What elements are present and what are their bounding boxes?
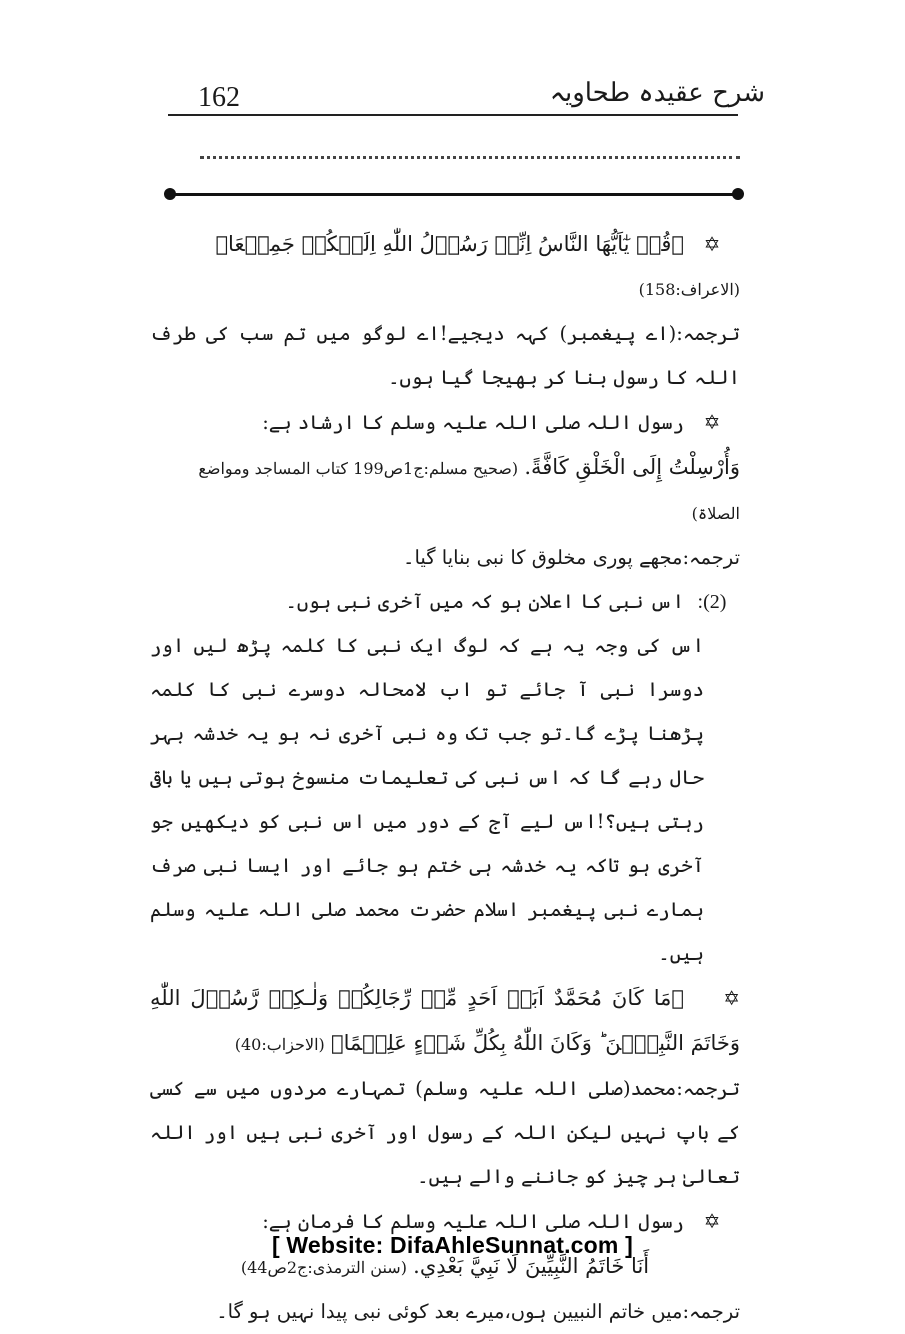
point-2-label: (2):	[697, 591, 727, 613]
translation-2: ترجمہ:مجھے پوری مخلوق کا نبی بنایا گیا۔	[403, 546, 740, 569]
point-2-line	[150, 580, 740, 624]
dotted-separator	[200, 140, 740, 159]
website-footer: [ Website: DifaAhleSunnat.com ]	[271, 1232, 634, 1258]
point-2-text: اس نبی کا اعلان ہو کہ میں آخری نبی ہوں۔	[285, 590, 684, 613]
verse-1-line	[150, 222, 740, 312]
hadith-1-line	[150, 445, 740, 536]
star-bullet-icon: ✡	[703, 232, 721, 256]
quran-verse-1: ﴿قُلۡ يٰٓاَيُّهَا النَّاسُ اِنِّىۡ رَسُوۡلُ اللّٰهِ اِلَيۡكُمۡ جَمِيۡعَا﴾	[215, 232, 684, 256]
hadith-intro-1: رسول اللہ صلی اللہ علیہ وسلم کا ارشاد ہے:	[262, 411, 684, 434]
rule-endpoint-left	[164, 188, 176, 200]
hadith-1-reference: (صحیح مسلم:ج1ص199 کتاب المساجد ومواضع الصلاۃ)	[198, 459, 740, 523]
hadith-1-text: وَأُرْسِلْتُ إِلَى الْخَلْقِ كَافَّةً.	[524, 455, 740, 479]
verse-1-reference: (الاعراف:158)	[638, 280, 740, 299]
hadith-2-reference: (سنن الترمذی:ج2ص44)	[240, 1258, 407, 1277]
quran-verse-2: ﴿مَا كَانَ مُحَمَّدٌ اَبَاۤ اَحَدٍ مِّنۡ رِّجَالِكُمۡ وَلٰـكِنۡ رَّسُوۡلَ اللّٰهِ وَخَاتَمَ النَّبِيّٖنَ ؕ وَكَانَ اللّٰهُ بِكُلِّ شَىۡءٍ عَلِيۡمًا﴾	[150, 986, 740, 1055]
page-number: 162	[198, 82, 240, 113]
section-rule	[172, 193, 738, 196]
hadith-intro-1-line	[150, 400, 740, 445]
book-title: شرح عقیدہ طحاویہ	[549, 78, 765, 108]
explanation-paragraph: اس کی وجہ یہ ہے کہ لوگ ایک نبی کا کلمہ پڑھ لیں اور دوسرا نبی آ جائے تو اب لامحالہ دوسرے نبی کا کلمہ پڑھنا پڑے گا۔تو جب تک وہ نبی آخری نہ ہو یہ خدشہ بہر حال رہے گا کہ اس نبی کی تعلیمات منسوخ ہوتی ہیں یا باقی رہتی ہیں؟!اس لیے آج کے دور میں اس نبی کو دیکھیں جو آخری ہو تاکہ یہ خدشہ ہی ختم ہو جائے اور ایسا نبی صرف ہمارے نبی پیغمبر اسلام حضرت محمد صلی اللہ علیہ وسلم ہیں۔	[150, 634, 704, 965]
star-bullet-icon: ✡	[723, 986, 740, 1010]
header-rule	[168, 114, 738, 116]
hadith-intro-2: رسول اللہ صلی اللہ علیہ وسلم کا فرمان ہے:	[262, 1210, 684, 1233]
translation-4: ترجمہ:میں خاتم النبیین ہوں،میرے بعد کوئی نبی پیدا نہیں ہو گا۔	[216, 1300, 740, 1323]
verse-2-reference: (الاحزاب:40)	[234, 1035, 325, 1054]
page-body	[150, 222, 740, 1334]
star-bullet-icon: ✡	[703, 1209, 721, 1233]
translation-3: ترجمہ:محمد(صلی اللہ علیہ وسلم) تمہارے مردوں میں سے کسی کے باپ نہیں لیکن اللہ کے رسول اور آخری نبی ہیں اور اللہ تعالیٰ ہر چیز کو جاننے والے ہیں۔	[150, 1077, 740, 1188]
hadith-2-text: أَنَا خَاتَمُ النَّبِيِّينَ لَا نَبِيَّ بَعْدِي.	[413, 1254, 650, 1278]
star-bullet-icon: ✡	[703, 410, 721, 434]
rule-endpoint-right	[732, 188, 744, 200]
translation-1: ترجمہ:(اے پیغمبر) کہہ دیجیے!اے لوگو میں تم سب کی طرف اللہ کا رسول بنا کر بھیجا گیا ہوں۔	[150, 322, 740, 389]
verse-2-line	[150, 976, 740, 1067]
